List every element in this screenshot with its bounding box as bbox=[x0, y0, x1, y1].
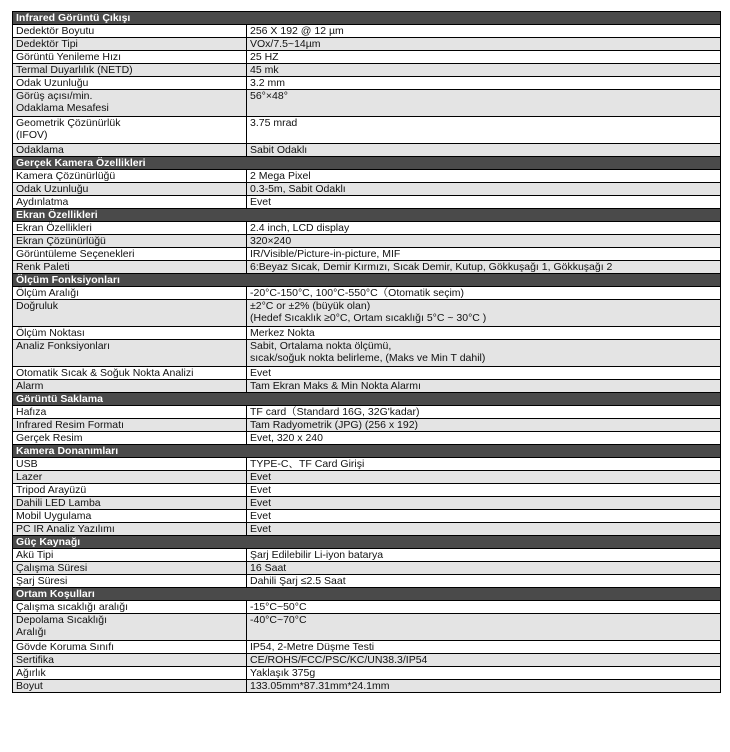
spec-value-cell: Yaklaşık 375g bbox=[247, 667, 721, 680]
spec-value-cell: -20°C-150°C, 100°C-550°C（Otomatik seçim) bbox=[247, 287, 721, 300]
section-header-ortam-kosullari bbox=[13, 588, 721, 601]
spec-row bbox=[13, 562, 721, 575]
spec-row bbox=[13, 432, 721, 445]
spec-row bbox=[13, 419, 721, 432]
spec-row bbox=[13, 367, 721, 380]
section-title: Gerçek Kamera Özellikleri bbox=[13, 157, 721, 170]
spec-value-cell: -40°C~70°C bbox=[247, 614, 721, 641]
section-title: Infrared Görüntü Çıkışı bbox=[13, 12, 721, 25]
spec-value-cell: TF card（Standard 16G, 32G'kadar) bbox=[247, 406, 721, 419]
spec-label-cell: Görüntüleme Seçenekleri bbox=[13, 248, 247, 261]
spec-row bbox=[13, 38, 721, 51]
spec-row bbox=[13, 680, 721, 693]
spec-row bbox=[13, 641, 721, 654]
spec-value-cell: 3.75 mrad bbox=[247, 117, 721, 144]
spec-label-cell: USB bbox=[13, 458, 247, 471]
spec-label-cell: Tripod Arayüzü bbox=[13, 484, 247, 497]
spec-value-cell: IP54, 2-Metre Düşme Testi bbox=[247, 641, 721, 654]
spec-value-cell: Sabit Odaklı bbox=[247, 144, 721, 157]
spec-row bbox=[13, 77, 721, 90]
spec-label-cell: Mobil Uygulama bbox=[13, 510, 247, 523]
cell-line: Aralığı bbox=[16, 626, 47, 638]
spec-value-cell: 56°×48° bbox=[247, 90, 721, 117]
cell-line: Görüş açısı/min. bbox=[16, 90, 93, 102]
spec-row bbox=[13, 667, 721, 680]
spec-label-cell: Odak Uzunluğu bbox=[13, 77, 247, 90]
spec-label-cell: Çalışma sıcaklığı aralığı bbox=[13, 601, 247, 614]
spec-table bbox=[12, 11, 721, 693]
spec-row bbox=[13, 144, 721, 157]
section-header-guc-kaynagi bbox=[13, 536, 721, 549]
spec-value-cell: 3.2 mm bbox=[247, 77, 721, 90]
spec-label-cell: Analiz Fonksiyonları bbox=[13, 340, 247, 367]
section-title: Ölçüm Fonksiyonları bbox=[13, 274, 721, 287]
spec-label-cell: Dedektör Boyutu bbox=[13, 25, 247, 38]
spec-label-cell: Alarm bbox=[13, 380, 247, 393]
spec-row bbox=[13, 654, 721, 667]
spec-label-cell: Sertifika bbox=[13, 654, 247, 667]
section-title: Ortam Koşulları bbox=[13, 588, 721, 601]
spec-row bbox=[13, 183, 721, 196]
spec-label-cell: Boyut bbox=[13, 680, 247, 693]
spec-value-cell: Tam Ekran Maks & Min Nokta Alarmı bbox=[247, 380, 721, 393]
cell-line: Odaklama Mesafesi bbox=[16, 102, 109, 114]
section-header-olcum-fonksiyonlari bbox=[13, 274, 721, 287]
spec-value-cell: Evet bbox=[247, 367, 721, 380]
spec-row bbox=[13, 170, 721, 183]
spec-value-cell: 0.3-5m, Sabit Odaklı bbox=[247, 183, 721, 196]
spec-label-cell bbox=[13, 90, 247, 117]
spec-label-cell: Hafıza bbox=[13, 406, 247, 419]
spec-value-cell: Evet bbox=[247, 523, 721, 536]
spec-row bbox=[13, 510, 721, 523]
spec-row bbox=[13, 64, 721, 77]
spec-value-cell: 2.4 inch, LCD display bbox=[247, 222, 721, 235]
spec-row bbox=[13, 90, 721, 117]
spec-row bbox=[13, 248, 721, 261]
spec-value-cell: -15°C~50°C bbox=[247, 601, 721, 614]
spec-row bbox=[13, 222, 721, 235]
spec-label-cell: PC IR Analiz Yazılımı bbox=[13, 523, 247, 536]
spec-value-cell: IR/Visible/Picture-in-picture, MIF bbox=[247, 248, 721, 261]
spec-value-cell: Evet bbox=[247, 484, 721, 497]
spec-row bbox=[13, 458, 721, 471]
spec-value-cell bbox=[247, 300, 721, 327]
spec-value-cell: 2 Mega Pixel bbox=[247, 170, 721, 183]
spec-label-cell: Odaklama bbox=[13, 144, 247, 157]
spec-label-cell: Renk Paleti bbox=[13, 261, 247, 274]
spec-label-cell: Ekran Özellikleri bbox=[13, 222, 247, 235]
spec-row bbox=[13, 300, 721, 327]
spec-row bbox=[13, 380, 721, 393]
spec-label-cell: Odak Uzunluğu bbox=[13, 183, 247, 196]
section-header-ekran-ozellikleri bbox=[13, 209, 721, 222]
spec-value-cell: 320×240 bbox=[247, 235, 721, 248]
section-header-infrared-goruntu-cikisi bbox=[13, 12, 721, 25]
section-title: Görüntü Saklama bbox=[13, 393, 721, 406]
spec-row bbox=[13, 497, 721, 510]
spec-row bbox=[13, 340, 721, 367]
spec-row bbox=[13, 117, 721, 144]
cell-line: (IFOV) bbox=[16, 129, 48, 141]
spec-label-cell: Ekran Çözünürlüğü bbox=[13, 235, 247, 248]
spec-label-cell bbox=[13, 117, 247, 144]
spec-row bbox=[13, 484, 721, 497]
spec-value-cell: Evet bbox=[247, 471, 721, 484]
spec-value-cell: 256 X 192 @ 12 µm bbox=[247, 25, 721, 38]
spec-value-cell: Evet bbox=[247, 497, 721, 510]
spec-value-cell: 133.05mm*87.31mm*24.1mm bbox=[247, 680, 721, 693]
section-header-gercek-kamera-ozellikleri bbox=[13, 157, 721, 170]
spec-value-cell: CE/ROHS/FCC/PSC/KC/UN38.3/IP54 bbox=[247, 654, 721, 667]
spec-value-cell: 25 HZ bbox=[247, 51, 721, 64]
spec-label-cell: Doğruluk bbox=[13, 300, 247, 327]
spec-label-cell: Akü Tipi bbox=[13, 549, 247, 562]
spec-label-cell: Dedektör Tipi bbox=[13, 38, 247, 51]
spec-value-cell: Tam Radyometrik (JPG) (256 x 192) bbox=[247, 419, 721, 432]
spec-label-cell: Ölçüm Noktası bbox=[13, 327, 247, 340]
spec-row bbox=[13, 601, 721, 614]
spec-label-cell: Görüntü Yenileme Hızı bbox=[13, 51, 247, 64]
spec-label-cell: Aydınlatma bbox=[13, 196, 247, 209]
spec-value-cell: 45 mk bbox=[247, 64, 721, 77]
cell-line: Geometrik Çözünürlük bbox=[16, 117, 121, 129]
spec-value-cell: TYPE-C、TF Card Girişi bbox=[247, 458, 721, 471]
spec-value-cell: 16 Saat bbox=[247, 562, 721, 575]
spec-label-cell: Dahili LED Lamba bbox=[13, 497, 247, 510]
spec-row bbox=[13, 575, 721, 588]
spec-value-cell: Merkez Nokta bbox=[247, 327, 721, 340]
spec-row bbox=[13, 327, 721, 340]
spec-row bbox=[13, 549, 721, 562]
spec-label-cell: Infrared Resim Formatı bbox=[13, 419, 247, 432]
spec-table-body bbox=[13, 12, 721, 693]
cell-line: (Hedef Sıcaklık ≥0°C, Ortam sıcaklığı 5°C ~ 30°C ) bbox=[250, 312, 487, 324]
spec-value-cell: VOx/7.5~14µm bbox=[247, 38, 721, 51]
spec-label-cell: Şarj Süresi bbox=[13, 575, 247, 588]
spec-row bbox=[13, 406, 721, 419]
spec-label-cell bbox=[13, 614, 247, 641]
cell-line: Depolama Sıcaklığı bbox=[16, 614, 108, 626]
spec-row bbox=[13, 471, 721, 484]
spec-row bbox=[13, 196, 721, 209]
spec-label-cell: Lazer bbox=[13, 471, 247, 484]
spec-label-cell: Gövde Koruma Sınıfı bbox=[13, 641, 247, 654]
spec-value-cell: Şarj Edilebilir Li-iyon batarya bbox=[247, 549, 721, 562]
spec-value-cell: Evet bbox=[247, 510, 721, 523]
spec-label-cell: Otomatik Sıcak & Soğuk Nokta Analizi bbox=[13, 367, 247, 380]
section-title: Ekran Özellikleri bbox=[13, 209, 721, 222]
spec-label-cell: Gerçek Resim bbox=[13, 432, 247, 445]
spec-label-cell: Kamera Çözünürlüğü bbox=[13, 170, 247, 183]
cell-line: Sabit, Ortalama nokta ölçümü, bbox=[250, 340, 392, 352]
spec-row bbox=[13, 523, 721, 536]
section-header-goruntu-saklama bbox=[13, 393, 721, 406]
section-title: Güç Kaynağı bbox=[13, 536, 721, 549]
spec-value-cell: 6:Beyaz Sıcak, Demir Kırmızı, Sıcak Demir, Kutup, Gökkuşağı 1, Gökkuşağı 2 bbox=[247, 261, 721, 274]
spec-row bbox=[13, 51, 721, 64]
cell-line: sıcak/soğuk nokta belirleme, (Maks ve Min T dahil) bbox=[250, 352, 486, 364]
spec-label-cell: Ağırlık bbox=[13, 667, 247, 680]
spec-value-cell: Dahili Şarj ≤2.5 Saat bbox=[247, 575, 721, 588]
spec-value-cell bbox=[247, 340, 721, 367]
spec-value-cell: Evet, 320 x 240 bbox=[247, 432, 721, 445]
spec-label-cell: Ölçüm Aralığı bbox=[13, 287, 247, 300]
section-title: Kamera Donanımları bbox=[13, 445, 721, 458]
spec-row bbox=[13, 614, 721, 641]
section-header-kamera-donanimlari bbox=[13, 445, 721, 458]
cell-line: ±2°C or ±2% (büyük olan) bbox=[250, 300, 371, 312]
spec-label-cell: Termal Duyarlılık (NETD) bbox=[13, 64, 247, 77]
spec-row bbox=[13, 287, 721, 300]
spec-row bbox=[13, 25, 721, 38]
spec-value-cell: Evet bbox=[247, 196, 721, 209]
spec-label-cell: Çalışma Süresi bbox=[13, 562, 247, 575]
spec-row bbox=[13, 235, 721, 248]
spec-row bbox=[13, 261, 721, 274]
